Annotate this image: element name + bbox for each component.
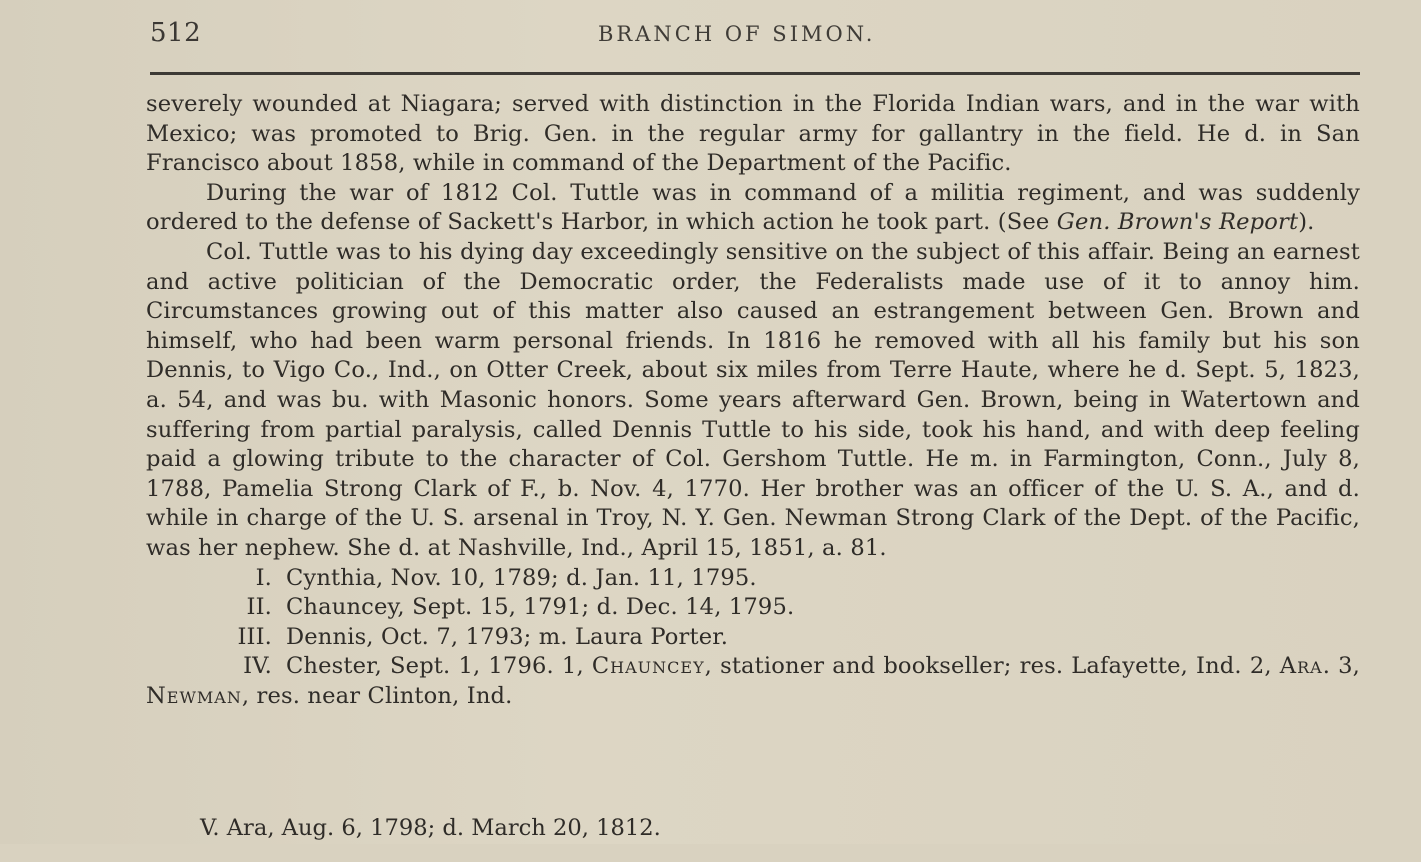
- child-text: Chester, Sept. 1, 1796. 1,: [286, 653, 592, 680]
- child-entry-2: [146, 593, 1360, 623]
- child-entry-1: [146, 564, 1360, 594]
- paragraph-1: severely wounded at Niagara; served with distinction in the Florida Indian wars, and in the war with Mexico; was promoted to Brig. Gen. in the regular army for gallantry in the field. He d. in San Francisco about 1858, while in command of the Department of the Pacific.: [146, 91, 1360, 177]
- child-entry-4: [146, 652, 1360, 711]
- child-entry-5-partial: V. Ara, Aug. 6, 1798; d. March 20, 1812.: [200, 815, 661, 841]
- header-rule: [150, 72, 1360, 75]
- grandchild-name-3: Newman: [146, 682, 242, 709]
- paragraph-2-text: During the war of 1812 Col. Tuttle was in command of a militia regiment, and was suddenly ordered to the defense of Sackett's Harbor, in which action he took part. (See: [146, 179, 1360, 236]
- child-text: . 3,: [1322, 653, 1360, 680]
- body-text: [146, 90, 1360, 711]
- page-number: 512: [150, 18, 202, 48]
- child-entry-3: [146, 623, 1360, 653]
- child-text: , res. near Clinton, Ind.: [241, 682, 513, 709]
- child-text: Chauncey, Sept. 15, 1791; d. Dec. 14, 1795.: [286, 594, 795, 621]
- paragraph-2-citation: Gen. Brown's Report: [1056, 209, 1299, 236]
- child-text: , stationer and bookseller; res. Lafayette, Ind. 2,: [704, 653, 1280, 680]
- running-title: BRANCH OF SIMON.: [598, 22, 876, 46]
- child-numeral: I.: [255, 564, 272, 591]
- paragraph-2-end: ).: [1298, 209, 1315, 236]
- paragraph-3: Col. Tuttle was to his dying day exceedingly sensitive on the subject of this affair. Being an earnest and active politician of the Democratic order, the Federalists made use of it to annoy him. Circumstances growing out of this matter also caused an estrangement between Gen. Brown and himself, who had been warm personal friends. In 1816 he removed with all his family but his son Dennis, to Vigo Co., Ind., on Otter Creek, about six miles from Terre Haute, where he d. Sept. 5, 1823, a. 54, and was bu. with Masonic honors. Some years afterward Gen. Brown, being in Watertown and suffering from partial paralysis, called Dennis Tuttle to his side, took his hand, and with deep feeling paid a glowing tribute to the character of Col. Gershom Tuttle. He m. in Farmington, Conn., July 8, 1788, Pamelia Strong Clark of F., b. Nov. 4, 1770. Her brother was an officer of the U. S. A., and d. while in charge of the U. S. arsenal in Troy, N. Y. Gen. Newman Strong Clark of the Dept. of the Pacific, was her nephew. She d. at Nashville, Ind., April 15, 1851, a. 81.: [146, 238, 1360, 561]
- grandchild-name-2: Ara: [1279, 653, 1323, 680]
- cut-off-line: [200, 815, 740, 846]
- child-text: Dennis, Oct. 7, 1793; m. Laura Porter.: [286, 623, 729, 650]
- child-numeral: IV.: [243, 653, 272, 680]
- child-text: Cynthia, Nov. 10, 1789; d. Jan. 11, 1795.: [286, 564, 757, 591]
- grandchild-name-1: Chauncey: [591, 653, 705, 680]
- child-numeral: II.: [246, 594, 272, 621]
- paragraph-2: [146, 179, 1360, 238]
- child-numeral: III.: [237, 623, 272, 650]
- page-header: [150, 18, 1361, 58]
